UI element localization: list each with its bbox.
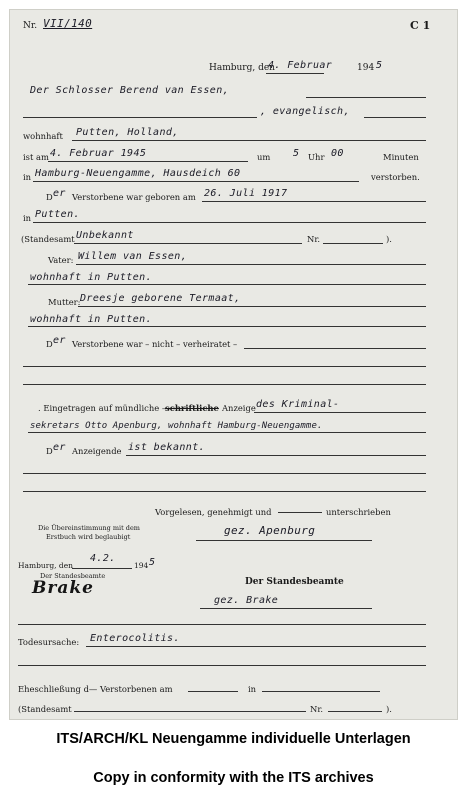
- hamburg-den: Hamburg, den: [18, 561, 73, 570]
- verstorben-label: verstorben.: [371, 172, 420, 182]
- hour-value: 5: [293, 148, 300, 159]
- born-label: Verstorbene war geboren am: [72, 192, 196, 202]
- minuten-label: Minuten: [383, 152, 419, 162]
- eingetragen-text: . Eingetragen auf mündliche –: [38, 403, 167, 413]
- close-paren: ).: [386, 234, 392, 244]
- mutter-label: Mutter:: [48, 297, 81, 307]
- ist-am-label: ist am: [23, 152, 49, 162]
- anzeige-value-2: sekretars Otto Apenburg, wohnhaft Hamburg-Neuengamme.: [30, 421, 323, 431]
- der2-prefix: D: [46, 339, 53, 349]
- mutter-residence: wohnhaft in Putten.: [30, 314, 152, 325]
- standesbeamte-small: Der Standesbeamte: [40, 572, 106, 580]
- todesursache-value: Enterocolitis.: [90, 633, 180, 644]
- in-label-2: in: [23, 213, 32, 223]
- signature-brake-hand: Brake: [32, 578, 94, 598]
- standesamt-value: Unbekannt: [76, 230, 134, 241]
- vorgelesen-text: Vorgelesen, genehmigt und: [155, 507, 272, 517]
- nr-label: Nr.: [23, 21, 38, 31]
- cert-year-prefix: 194: [134, 561, 149, 570]
- um-label: um: [257, 152, 271, 162]
- mutter-value: Dreesje geborene Termaat,: [80, 293, 241, 304]
- religion: , evangelisch,: [260, 106, 350, 117]
- cert-year-digit: 5: [149, 557, 156, 568]
- todesursache-label: Todesursache:: [18, 637, 80, 647]
- archive-caption: ITS/ARCH/KL Neuengamme individuelle Unterlagen: [56, 731, 411, 747]
- uebereinstimmung-2: Erstbuch wird beglaubigt: [46, 533, 131, 541]
- nr-label-2: Nr.: [307, 234, 321, 244]
- year-prefix: 194: [357, 63, 375, 73]
- standesamt-label: (Standesamt: [21, 234, 75, 244]
- death-place: Hamburg-Neuengamme, Hausdeich 60: [35, 168, 241, 179]
- unterschrieben-text: unterschrieben: [326, 507, 391, 517]
- standesamt2-label: (Standesamt: [18, 704, 72, 714]
- schriftliche-struck: schriftliche: [165, 403, 219, 413]
- form-code: C 1: [410, 19, 431, 32]
- document-scan: [9, 9, 458, 720]
- signature-apenburg: gez. Apenburg: [224, 524, 316, 537]
- in-label-3: in: [248, 684, 257, 694]
- birth-date: 26. Juli 1917: [204, 188, 288, 199]
- der-prefix: D: [46, 192, 53, 202]
- nr2-label: Nr.: [310, 704, 324, 714]
- birth-place: Putten.: [35, 209, 80, 220]
- eheschliessung-label: Eheschließung d— Verstorbenen am: [18, 684, 173, 694]
- close-paren-2: ).: [386, 704, 392, 714]
- death-date: 4. Februar 1945: [50, 148, 147, 159]
- place-date-value: 4. Februar: [268, 60, 333, 71]
- certification-date: 4.2.: [90, 553, 116, 564]
- wohnhaft-value: Putten, Holland,: [76, 127, 179, 138]
- wohnhaft-label: wohnhaft: [23, 131, 63, 141]
- vater-label: Vater:: [48, 255, 74, 265]
- uebereinstimmung-1: Die Übereinstimmung mit dem: [38, 524, 140, 532]
- der3-handwritten: er: [53, 442, 66, 453]
- signature-brake: gez. Brake: [214, 595, 279, 606]
- conformity-caption: Copy in conformity with the ITS archives: [93, 770, 374, 786]
- nr-value: VII/140: [43, 17, 93, 30]
- anzeige-value-1: des Kriminal-: [256, 399, 340, 410]
- in-label: in: [23, 172, 32, 182]
- anzeigende-value: ist bekannt.: [128, 442, 206, 453]
- der3-prefix: D: [46, 446, 53, 456]
- anzeige-label: Anzeige: [222, 403, 256, 413]
- married-text: Verstorbene war – nicht – verheiratet –: [72, 339, 238, 349]
- uhr-label: Uhr: [308, 152, 325, 162]
- vater-residence: wohnhaft in Putten.: [30, 272, 152, 283]
- der-standesbeamte: Der Standesbeamte: [245, 577, 344, 587]
- vater-value: Willem van Essen,: [78, 251, 188, 262]
- year-digit: 5: [376, 60, 383, 71]
- der2-handwritten: er: [53, 335, 66, 346]
- deceased-name: Der Schlosser Berend van Essen,: [30, 85, 230, 96]
- der-handwritten: er: [53, 188, 66, 199]
- anzeigende-label: Anzeigende: [72, 446, 122, 456]
- minute-value: 00: [331, 148, 344, 159]
- place-date-label: Hamburg, den: [209, 63, 275, 73]
